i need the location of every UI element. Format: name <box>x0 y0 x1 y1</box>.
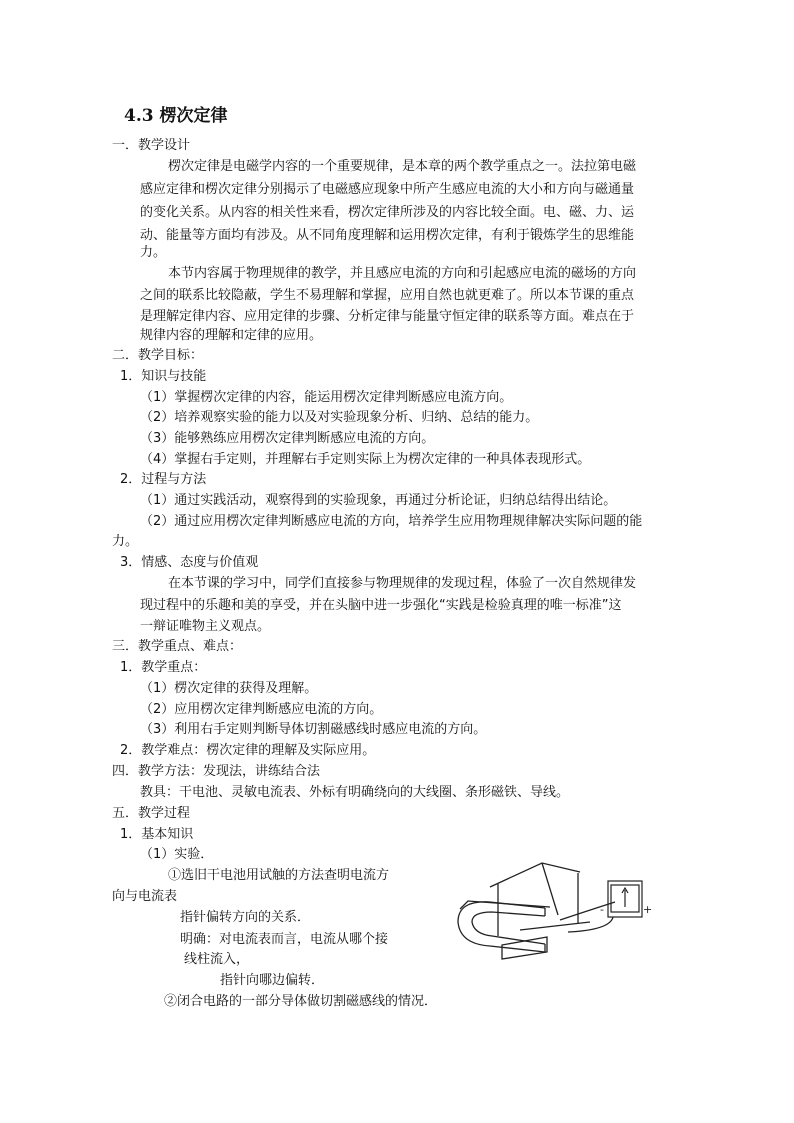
list-item: （3）利用右手定则判断导体切割磁感线时感应电流的方向。 <box>140 722 487 737</box>
list-item-continuation: 力。 <box>112 534 139 549</box>
list-item: （4）掌握右手定则，并理解右手定则实际上为楞次定律的一种具体表现形式。 <box>140 452 591 467</box>
galvanometer-icon <box>608 881 642 917</box>
subheading-5-1: 1．基本知识 <box>120 827 194 842</box>
list-item: （2）培养观察实验的能力以及对实验现象分析、归纳、总结的能力。 <box>140 410 539 425</box>
section-title: 4.3 楞次定律 <box>124 106 228 126</box>
para-2-line-1: 本节内容属于物理规律的教学，并且感应电流的方向和引起感应电流的磁场的方向 <box>168 266 637 281</box>
subheading-2-1: 1．知识与技能 <box>120 369 207 384</box>
experiment-line-5: 线柱流入， <box>184 952 250 967</box>
para-1-line-2: 感应定律和楞次定律分别揭示了电磁感应现象中所产生感应电流的大小和方向与磁通量 <box>140 182 635 197</box>
list-item: （1）实验． <box>140 847 214 862</box>
heading-5: 五．教学过程 <box>112 806 191 821</box>
para-3-line-1: 在本节课的学习中，同学们直接参与物理规律的发现过程，体验了一次自然规律发 <box>168 576 637 591</box>
meter-minus-label: - <box>600 903 604 916</box>
para-1-line-1: 楞次定律是电磁学内容的一个重要规律，是本章的两个教学重点之一。法拉第电磁 <box>168 159 637 174</box>
experiment-line-4: 明确：对电流表而言，电流从哪个接 <box>180 932 389 947</box>
heading-2: 二．教学目标： <box>112 348 204 363</box>
para-2-line-4: 规律内容的理解和定律的应用。 <box>140 328 323 343</box>
list-item: （1）掌握楞次定律的内容，能运用楞次定律判断感应电流方向。 <box>140 390 513 405</box>
list-item: （1）楞次定律的获得及理解。 <box>140 681 318 696</box>
experiment-line-6: 指针向哪边偏转． <box>220 973 325 988</box>
experiment-line-1: ①选旧干电池用试触的方法查明电流方 <box>168 868 390 883</box>
subheading-3-1: 1．教学重点： <box>120 660 207 675</box>
para-1-line-5: 力。 <box>140 245 167 260</box>
para-3-line-2: 现过程中的乐趣和美的享受，并在头脑中进一步强化“实践是检验真理的唯一标准”这 <box>140 598 622 613</box>
teaching-aids: 教具：干电池、灵敏电流表、外标有明确绕向的大线圈、条形磁铁、导线。 <box>140 785 570 800</box>
para-3-line-3: 一辩证唯物主义观点。 <box>140 619 271 634</box>
subheading-2-3: 3．情感、态度与价值观 <box>120 555 259 570</box>
para-2-line-3: 是理解定律内容、应用定律的步骤、分析定律与能量守恒定律的联系等方面。难点在于 <box>140 309 635 324</box>
experiment-figure <box>450 860 655 978</box>
para-1-line-3: 的变化关系。从内容的相关性来看，楞次定律所涉及的内容比较全面。电、磁、力、运 <box>140 205 635 220</box>
heading-4: 四．教学方法：发现法，讲练结合法 <box>112 764 321 779</box>
list-item: （2）通过应用楞次定律判断感应电流的方向，培养学生应用物理规律解决实际问题的能 <box>140 514 643 529</box>
experiment-line-3: 指针偏转方向的关系． <box>180 910 311 925</box>
para-1-line-4: 动、能量等方面均有涉及。从不同角度理解和运用楞次定律，有利于锻炼学生的思维能 <box>140 228 635 243</box>
meter-plus-label: + <box>643 903 653 916</box>
magnet-conductor-drawing <box>458 863 615 959</box>
heading-1: 一．教学设计 <box>112 138 191 153</box>
list-item: （1）通过实践活动，观察得到的实验现象，再通过分析论证，归纳总结得出结论。 <box>140 493 617 508</box>
subheading-2-2: 2．过程与方法 <box>120 472 207 487</box>
para-2-line-2: 之间的联系比较隐蔽，学生不易理解和掌握，应用自然也就更难了。所以本节课的重点 <box>140 288 635 303</box>
subheading-3-2: 2．教学难点：楞次定律的理解及实际应用。 <box>120 743 376 758</box>
experiment-line-2: 向与电流表 <box>112 889 178 904</box>
heading-3: 三．教学重点、难点： <box>112 639 243 654</box>
list-item: （2）应用楞次定律判断感应电流的方向。 <box>140 702 383 717</box>
experiment-line-7: ②闭合电路的一部分导体做切割磁感线的情况． <box>164 994 438 1009</box>
list-item: （3）能够熟练应用楞次定律判断感应电流的方向。 <box>140 431 435 446</box>
